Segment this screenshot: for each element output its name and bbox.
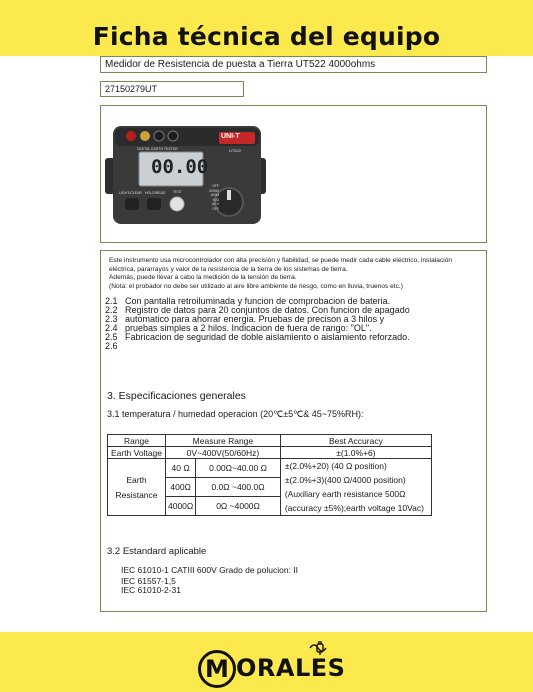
table-cell: 0.00Ω~40.00 Ω: [196, 459, 281, 478]
feature-text: automatico para ahorrar energia. Pruebas de precison a 3 hilos y: [125, 314, 385, 324]
table-cell: 0Ω ~4000Ω: [196, 497, 281, 516]
dial-label: 400Ω: [210, 193, 219, 198]
dial-label: 4000Ω: [208, 188, 219, 193]
accuracy-line: (accuracy ±5%);earth voltage 10Vac): [284, 503, 424, 513]
table-cell: 4000Ω: [166, 497, 196, 516]
table-cell-resistance-label: [108, 459, 166, 516]
device-dial-labels: [201, 184, 219, 212]
table-cell: ±(1.0%+6): [280, 447, 431, 459]
table-cell: 0V~400V(50/60Hz): [166, 447, 281, 459]
accuracy-line: ±(2.0%+20) (40 Ω position): [284, 461, 387, 471]
brand-logo: [198, 640, 348, 688]
table-row: [108, 459, 432, 478]
table-cell: Earth Voltage: [108, 447, 166, 459]
feature-number: 2.6: [105, 341, 118, 351]
feature-number: 2.3: [105, 314, 118, 324]
description-line: eléctrica, pararrayos y valor de la resistencia de la tierra de los sistemas de tierra.: [109, 265, 348, 273]
device-brand: UNI-T: [221, 133, 240, 140]
feature-number: 2.1: [105, 296, 118, 306]
dial-label: ACV: [212, 202, 219, 207]
feature-number: 2.5: [105, 332, 118, 342]
device-btn-left-label: LIGHT/CLEAR: [119, 191, 142, 195]
feature-number: 2.4: [105, 323, 118, 333]
code-field: [100, 81, 244, 97]
spec-table: [107, 434, 432, 516]
description-line: Además, puede llevar a cabo la medición de la tensión de tierra.: [109, 274, 297, 281]
table-header-row: [108, 435, 432, 447]
table-cell: 40 Ω: [166, 459, 196, 478]
feature-text: Fabricacion de seguridad de doble aislamiento o aislamiento reforzado.: [125, 332, 410, 342]
standard-item: IEC 61010-2-31: [121, 585, 182, 595]
dial-label: OFF: [212, 206, 219, 211]
table-row: [108, 447, 432, 459]
device-btn-test-label: TEST: [173, 190, 182, 194]
page-title: Ficha técnica del equipo: [92, 22, 441, 51]
feature-text: Registro de datos para 20 conjuntos de datos. Con funcion de apagado: [125, 305, 410, 315]
description-line: (Nota: el probador no debe ser utilizado al aire libre ambiente de riesgo, como en lluvia, truenos etc.): [109, 282, 403, 290]
resistance-label-line: Earth: [126, 474, 147, 485]
feature-item: [105, 333, 483, 342]
specs-subheading: 3.1 temperatura / humedad operacion (20℃±5℃& 45~75%RH):: [107, 409, 364, 419]
table-cell: 0.0Ω ~400.0Ω: [196, 478, 281, 497]
specs-heading: 3. Especificaciones generales: [107, 390, 246, 402]
model-field: [100, 56, 487, 73]
table-cell: 400Ω: [166, 478, 196, 497]
device-model-label: UT522: [229, 148, 242, 153]
feature-list: [105, 297, 483, 351]
code-text: 27150279UT: [105, 84, 158, 94]
device-btn-right-label: HOLD/READ: [145, 191, 166, 195]
model-text: Medidor de Resistencia de puesta a Tierra UT522 4000ohms: [105, 59, 376, 70]
dial-label: 40Ω: [212, 197, 219, 202]
feature-text: pruebas simples a 2 hilos. Indicacion de fuera de rango: "OL".: [125, 323, 372, 333]
description-line: Este instrumento usa microcontrolador con alta precisión y fiabilidad, se puede medir cada cable eléctrico, instalación: [109, 257, 453, 264]
standard-item: IEC 61557-1,5: [121, 576, 176, 586]
standards-heading: 3.2 Estandard aplicable: [107, 546, 207, 557]
dial-label: OFF: [212, 184, 219, 188]
feature-number: 2.2: [105, 305, 118, 315]
content-frame: [100, 250, 487, 612]
device-photo-frame: [100, 105, 487, 243]
table-cell-accuracy: [280, 459, 431, 516]
device-panel-label: DIGITAL EARTH TESTER: [137, 147, 178, 151]
logo-wordmark: ORALES: [236, 654, 346, 682]
standard-item: IEC 61010-1 CATIII 600V Grado de polucion: II: [121, 565, 299, 575]
feature-text: Con pantalla retroiluminada y funcion de comprobacion de bateria.: [125, 296, 391, 306]
resistance-label-line: Resistance: [115, 489, 158, 500]
table-header: Measure Range: [166, 435, 281, 447]
feature-item: [105, 342, 483, 351]
table-header: Range: [108, 435, 166, 447]
accuracy-line: (Auxiliary earth resistance 500Ω: [284, 489, 406, 499]
logo-initial: M: [198, 650, 236, 688]
description: [109, 257, 481, 291]
accuracy-line: ±(2.0%+3)(400 Ω/4000 position): [284, 475, 406, 485]
device-lcd-readout: 00.00: [151, 156, 209, 178]
table-header: Best Accuracy: [280, 435, 431, 447]
